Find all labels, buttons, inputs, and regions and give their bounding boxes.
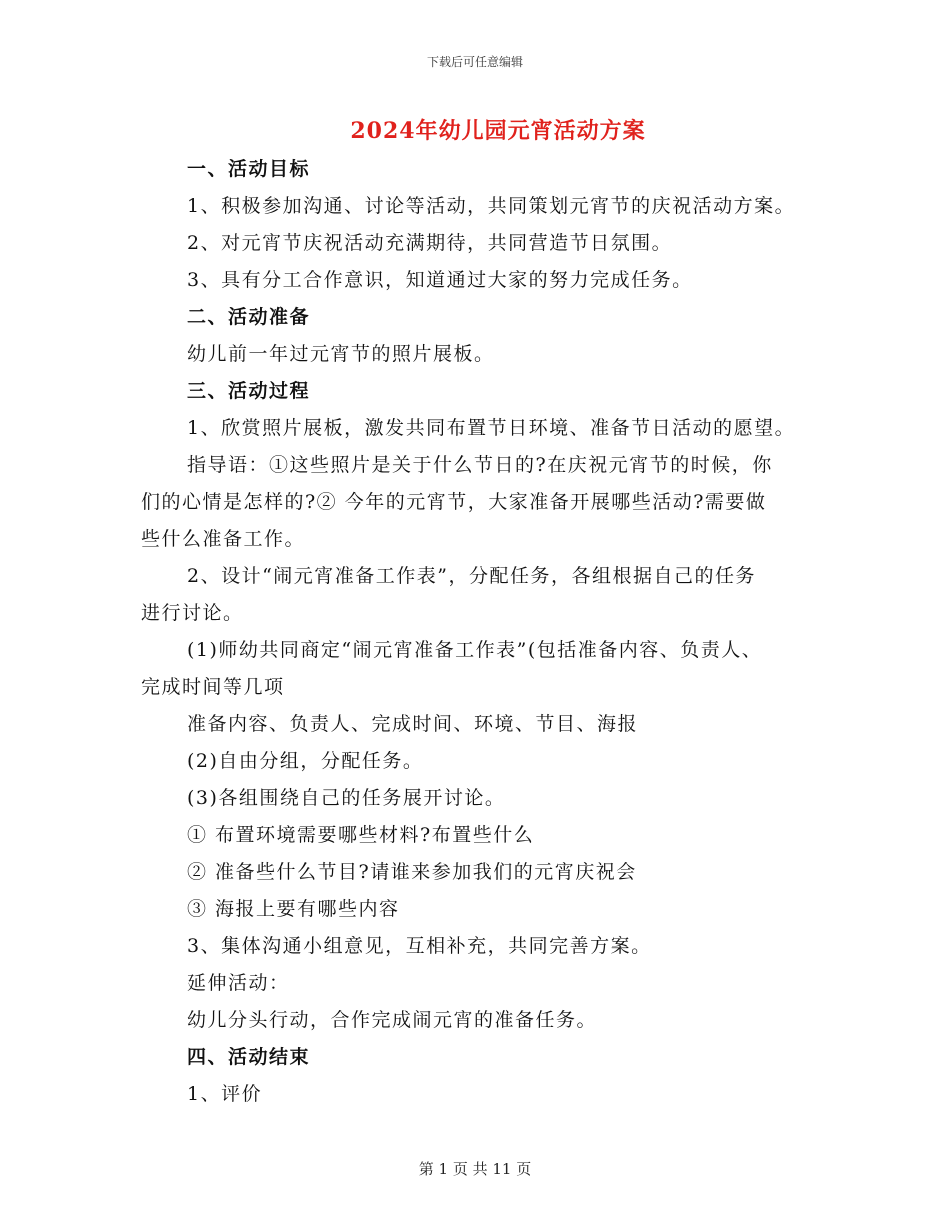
body-line-10: 些什么准备工作。: [141, 528, 306, 550]
body-line-5: 幼儿前一年过元宵节的照片展板。: [187, 343, 495, 365]
page-footer: 第 1 页 共 11 页: [418, 1160, 532, 1178]
document-body: [141, 151, 826, 1113]
body-line-21: 3、集体沟通小组意见，互相补充，共同完善方案。: [187, 935, 652, 957]
body-line-17: (3)各组围绕自己的任务展开讨论。: [187, 787, 506, 809]
body-line-2: 2、对元宵节庆祝活动充满期待，共同营造节日氛围。: [187, 232, 673, 254]
body-line-1: 1、积极参加沟通、讨论等活动，共同策划元宵节的庆祝活动方案。: [187, 195, 796, 217]
body-line-0: 一、活动目标: [187, 158, 311, 180]
body-line-25: 1、评价: [187, 1083, 263, 1105]
body-line-22: 延伸活动：: [187, 972, 290, 994]
body-line-16: (2)自由分组，分配任务。: [187, 750, 424, 772]
body-line-12: 进行讨论。: [141, 602, 244, 624]
body-line-14: 完成时间等几项: [141, 676, 285, 698]
body-line-19: ② 准备些什么节目?请谁来参加我们的元宵庆祝会: [187, 861, 637, 883]
body-line-7: 1、欣赏照片展板，激发共同布置节日环境、准备节日活动的愿望。: [187, 417, 796, 439]
document-title: 2024年幼儿园元宵活动方案: [350, 118, 646, 144]
body-line-9: 们的心情是怎样的?② 今年的元宵节，大家准备开展哪些活动?需要做: [141, 491, 767, 513]
body-line-11: 2、设计“闹元宵准备工作表”，分配任务，各组根据自己的任务: [187, 565, 757, 587]
body-line-13: (1)师幼共同商定“闹元宵准备工作表”(包括准备内容、负责人、: [187, 639, 763, 661]
body-line-20: ③ 海报上要有哪些内容: [187, 898, 400, 920]
body-line-8: 指导语：①这些照片是关于什么节日的?在庆祝元宵节的时候，你: [187, 454, 773, 476]
header-note: 下载后可任意编辑: [426, 55, 523, 69]
body-line-4: 二、活动准备: [187, 306, 311, 328]
body-line-24: 四、活动结束: [187, 1046, 311, 1068]
body-line-18: ① 布置环境需要哪些材料?布置些什么: [187, 824, 535, 846]
body-line-15: 准备内容、负责人、完成时间、环境、节目、海报: [187, 713, 639, 735]
body-line-3: 3、具有分工合作意识，知道通过大家的努力完成任务。: [187, 269, 693, 291]
body-line-6: 三、活动过程: [187, 380, 311, 402]
body-line-23: 幼儿分头行动，合作完成闹元宵的准备任务。: [187, 1009, 598, 1031]
